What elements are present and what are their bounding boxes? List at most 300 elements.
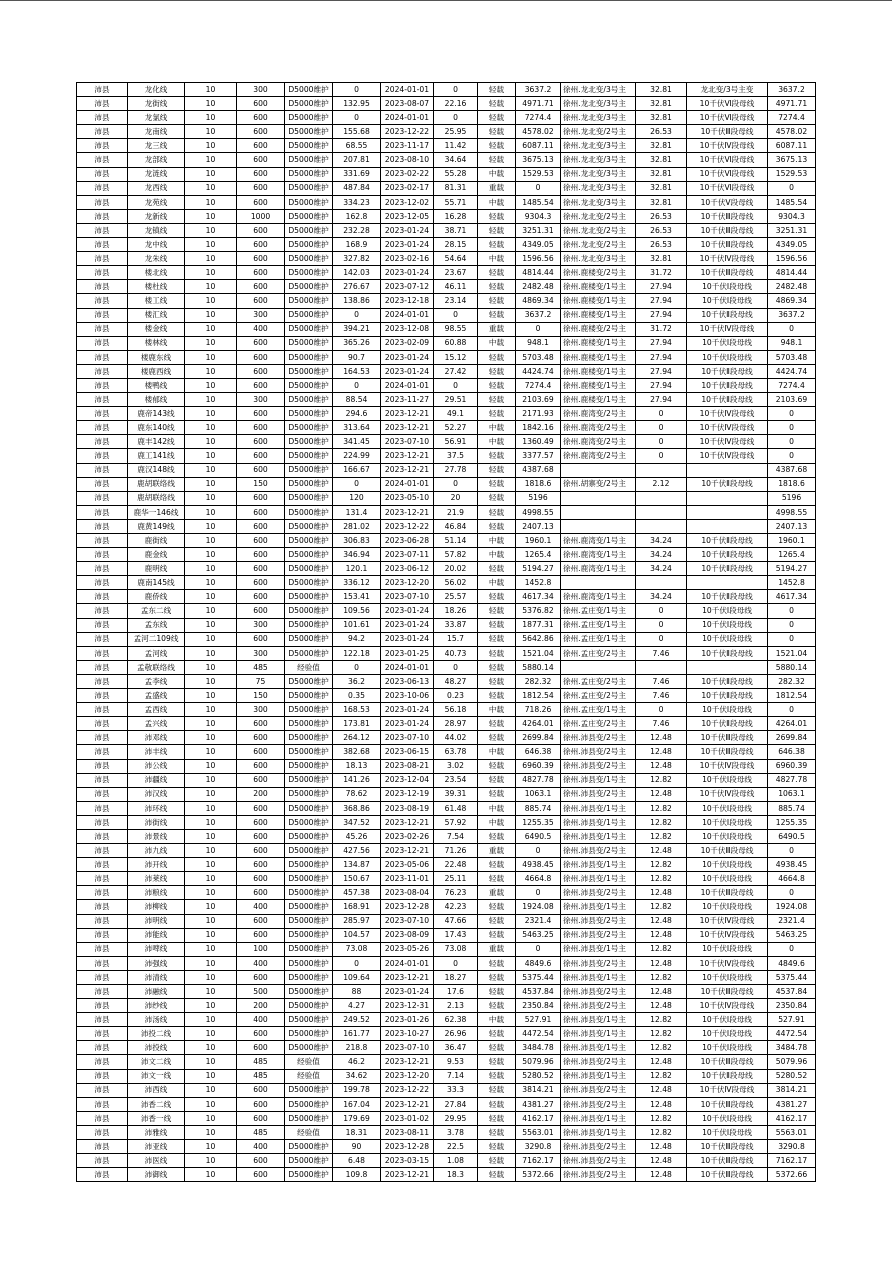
load-level-cell: 轻载 xyxy=(478,1111,516,1125)
spare-capacity-cell: 0 xyxy=(516,181,561,195)
available-capacity-cell: 1063.1 xyxy=(768,787,816,801)
load-rate-cell: 49.1 xyxy=(434,407,478,421)
transformer-load-rate-cell xyxy=(636,519,687,533)
current-load-cell: 88.54 xyxy=(333,393,381,407)
available-capacity-cell: 2103.69 xyxy=(768,393,816,407)
transformer-load-rate-cell: 31.72 xyxy=(636,322,687,336)
transformer-load-rate-cell: 12.48 xyxy=(636,886,687,900)
line-name-cell: 沛环线 xyxy=(128,801,185,815)
current-load-cell: 179.69 xyxy=(333,1111,381,1125)
voltage-cell: 10 xyxy=(185,491,237,505)
load-level-cell: 轻载 xyxy=(478,773,516,787)
voltage-cell: 10 xyxy=(185,223,237,237)
transformer-load-rate-cell: 32.81 xyxy=(636,167,687,181)
spare-capacity-cell: 885.74 xyxy=(516,801,561,815)
county-cell: 沛县 xyxy=(77,195,128,209)
load-rate-cell: 11.42 xyxy=(434,139,478,153)
table-body xyxy=(77,83,816,1182)
substation-transformer-cell: 徐州.沛县变/2号主 xyxy=(561,844,636,858)
line-name-cell: 鹿汉148线 xyxy=(128,463,185,477)
spare-capacity-cell: 5372.66 xyxy=(516,1168,561,1182)
data-source-cell: 经验值 xyxy=(285,1125,333,1139)
rated-capacity-cell: 600 xyxy=(237,534,285,548)
available-capacity-cell: 2350.84 xyxy=(768,999,816,1013)
current-load-cell: 4.27 xyxy=(333,999,381,1013)
county-cell: 沛县 xyxy=(77,815,128,829)
county-cell: 沛县 xyxy=(77,167,128,181)
substation-transformer-cell: 徐州.沛县变/1号主 xyxy=(561,773,636,787)
spare-capacity-cell: 1360.49 xyxy=(516,435,561,449)
rated-capacity-cell: 600 xyxy=(237,97,285,111)
record-date-cell: 2024-01-01 xyxy=(381,477,434,491)
bus-section-cell: 10千伏Ⅳ段母线 xyxy=(687,421,768,435)
bus-section-cell: 10千伏Ⅵ段母线 xyxy=(687,167,768,181)
county-cell: 沛县 xyxy=(77,252,128,266)
data-source-cell: D5000维护 xyxy=(285,548,333,562)
table-row xyxy=(77,928,816,942)
spare-capacity-cell: 5376.82 xyxy=(516,604,561,618)
available-capacity-cell: 0 xyxy=(768,322,816,336)
load-rate-cell: 55.71 xyxy=(434,195,478,209)
record-date-cell: 2024-01-01 xyxy=(381,660,434,674)
rated-capacity-cell: 600 xyxy=(237,336,285,350)
rated-capacity-cell: 600 xyxy=(237,548,285,562)
load-rate-cell: 61.48 xyxy=(434,801,478,815)
record-date-cell: 2023-06-28 xyxy=(381,534,434,548)
county-cell: 沛县 xyxy=(77,632,128,646)
rated-capacity-cell: 1000 xyxy=(237,209,285,223)
table-row xyxy=(77,364,816,378)
rated-capacity-cell: 200 xyxy=(237,999,285,1013)
bus-section-cell: 10千伏Ⅰ段母线 xyxy=(687,1013,768,1027)
table-row xyxy=(77,1027,816,1041)
record-date-cell: 2023-12-22 xyxy=(381,1083,434,1097)
data-source-cell: D5000维护 xyxy=(285,97,333,111)
line-name-cell: 楼金线 xyxy=(128,322,185,336)
substation-transformer-cell: 徐州.孟庄变/2号主 xyxy=(561,646,636,660)
data-source-cell: D5000维护 xyxy=(285,534,333,548)
table-row xyxy=(77,534,816,548)
rated-capacity-cell: 600 xyxy=(237,153,285,167)
line-name-cell: 孟李线 xyxy=(128,674,185,688)
rated-capacity-cell: 600 xyxy=(237,1097,285,1111)
load-rate-cell: 28.97 xyxy=(434,717,478,731)
data-source-cell: D5000维护 xyxy=(285,801,333,815)
county-cell: 沛县 xyxy=(77,942,128,956)
substation-transformer-cell: 徐州.鹿楼变/2号主 xyxy=(561,322,636,336)
transformer-load-rate-cell: 12.48 xyxy=(636,844,687,858)
spare-capacity-cell: 1485.54 xyxy=(516,195,561,209)
table-row xyxy=(77,858,816,872)
rated-capacity-cell: 600 xyxy=(237,266,285,280)
rated-capacity-cell: 150 xyxy=(237,689,285,703)
available-capacity-cell: 7274.4 xyxy=(768,111,816,125)
transformer-load-rate-cell: 32.81 xyxy=(636,252,687,266)
load-rate-cell: 21.9 xyxy=(434,505,478,519)
rated-capacity-cell: 600 xyxy=(237,463,285,477)
data-source-cell: D5000维护 xyxy=(285,1041,333,1055)
county-cell: 沛县 xyxy=(77,125,128,139)
county-cell: 沛县 xyxy=(77,350,128,364)
county-cell: 沛县 xyxy=(77,322,128,336)
record-date-cell: 2023-12-02 xyxy=(381,195,434,209)
county-cell: 沛县 xyxy=(77,83,128,97)
load-level-cell: 轻载 xyxy=(478,1168,516,1182)
record-date-cell: 2023-12-20 xyxy=(381,576,434,590)
load-rate-cell: 27.42 xyxy=(434,364,478,378)
load-level-cell: 轻载 xyxy=(478,562,516,576)
voltage-cell: 10 xyxy=(185,689,237,703)
table-row xyxy=(77,1083,816,1097)
data-source-cell: D5000维护 xyxy=(285,844,333,858)
spare-capacity-cell: 4971.71 xyxy=(516,97,561,111)
spare-capacity-cell: 527.91 xyxy=(516,1013,561,1027)
rated-capacity-cell: 600 xyxy=(237,759,285,773)
available-capacity-cell: 0 xyxy=(768,942,816,956)
load-rate-cell: 9.53 xyxy=(434,1055,478,1069)
substation-transformer-cell: 徐州.沛县变/2号主 xyxy=(561,1097,636,1111)
spare-capacity-cell: 5642.86 xyxy=(516,632,561,646)
load-level-cell: 中载 xyxy=(478,1013,516,1027)
transformer-load-rate-cell: 12.82 xyxy=(636,1041,687,1055)
current-load-cell: 167.04 xyxy=(333,1097,381,1111)
voltage-cell: 10 xyxy=(185,463,237,477)
available-capacity-cell: 282.32 xyxy=(768,674,816,688)
voltage-cell: 10 xyxy=(185,829,237,843)
substation-transformer-cell: 徐州.龙北变/3号主 xyxy=(561,83,636,97)
spare-capacity-cell: 3814.21 xyxy=(516,1083,561,1097)
current-load-cell: 68.55 xyxy=(333,139,381,153)
current-load-cell: 18.13 xyxy=(333,759,381,773)
voltage-cell: 10 xyxy=(185,590,237,604)
bus-section-cell: 10千伏Ⅱ段母线 xyxy=(687,590,768,604)
available-capacity-cell: 4938.45 xyxy=(768,858,816,872)
county-cell: 沛县 xyxy=(77,1013,128,1027)
load-rate-cell: 0 xyxy=(434,111,478,125)
bus-section-cell: 10千伏Ⅲ段母线 xyxy=(687,266,768,280)
rated-capacity-cell: 600 xyxy=(237,519,285,533)
load-level-cell: 轻载 xyxy=(478,153,516,167)
data-source-cell: D5000维护 xyxy=(285,759,333,773)
current-load-cell: 276.67 xyxy=(333,280,381,294)
county-cell: 沛县 xyxy=(77,1041,128,1055)
available-capacity-cell: 1924.08 xyxy=(768,900,816,914)
spare-capacity-cell: 4381.27 xyxy=(516,1097,561,1111)
record-date-cell: 2023-07-11 xyxy=(381,548,434,562)
data-source-cell: D5000维护 xyxy=(285,689,333,703)
record-date-cell: 2023-12-28 xyxy=(381,900,434,914)
table-row xyxy=(77,153,816,167)
transformer-load-rate-cell: 12.82 xyxy=(636,1111,687,1125)
table-row xyxy=(77,801,816,815)
spare-capacity-cell: 5375.44 xyxy=(516,970,561,984)
voltage-cell: 10 xyxy=(185,731,237,745)
load-rate-cell: 37.5 xyxy=(434,449,478,463)
bus-section-cell: 10千伏Ⅰ段母线 xyxy=(687,294,768,308)
substation-transformer-cell: 徐州.沛县变/1号主 xyxy=(561,858,636,872)
line-name-cell: 沛莱线 xyxy=(128,872,185,886)
available-capacity-cell: 5703.48 xyxy=(768,350,816,364)
county-cell: 沛县 xyxy=(77,773,128,787)
bus-section-cell: 10千伏Ⅳ段母线 xyxy=(687,956,768,970)
load-rate-cell: 15.12 xyxy=(434,350,478,364)
data-source-cell: D5000维护 xyxy=(285,153,333,167)
record-date-cell: 2024-01-01 xyxy=(381,308,434,322)
spare-capacity-cell: 2482.48 xyxy=(516,280,561,294)
current-load-cell: 207.81 xyxy=(333,153,381,167)
record-date-cell: 2023-01-24 xyxy=(381,364,434,378)
transformer-load-rate-cell: 26.53 xyxy=(636,125,687,139)
spare-capacity-cell: 6087.11 xyxy=(516,139,561,153)
bus-section-cell: 10千伏Ⅰ段母线 xyxy=(687,703,768,717)
load-level-cell: 中载 xyxy=(478,421,516,435)
voltage-cell: 10 xyxy=(185,970,237,984)
voltage-cell: 10 xyxy=(185,717,237,731)
spare-capacity-cell: 4869.34 xyxy=(516,294,561,308)
spare-capacity-cell: 4162.17 xyxy=(516,1111,561,1125)
transformer-load-rate-cell: 0 xyxy=(636,618,687,632)
load-level-cell: 轻载 xyxy=(478,1055,516,1069)
transformer-load-rate-cell: 12.82 xyxy=(636,1013,687,1027)
voltage-cell: 10 xyxy=(185,914,237,928)
bus-section-cell xyxy=(687,463,768,477)
load-level-cell: 中载 xyxy=(478,548,516,562)
voltage-cell: 10 xyxy=(185,421,237,435)
county-cell: 沛县 xyxy=(77,562,128,576)
bus-section-cell: 10千伏Ⅰ段母线 xyxy=(687,336,768,350)
transformer-load-rate-cell xyxy=(636,491,687,505)
record-date-cell: 2023-10-27 xyxy=(381,1027,434,1041)
county-cell: 沛县 xyxy=(77,717,128,731)
load-level-cell: 轻载 xyxy=(478,393,516,407)
voltage-cell: 10 xyxy=(185,350,237,364)
spare-capacity-cell: 1063.1 xyxy=(516,787,561,801)
transformer-load-rate-cell: 12.48 xyxy=(636,759,687,773)
voltage-cell: 10 xyxy=(185,209,237,223)
record-date-cell: 2023-12-21 xyxy=(381,815,434,829)
transformer-load-rate-cell: 12.48 xyxy=(636,999,687,1013)
voltage-cell: 10 xyxy=(185,745,237,759)
record-date-cell: 2023-12-21 xyxy=(381,970,434,984)
current-load-cell: 331.69 xyxy=(333,167,381,181)
record-date-cell: 2023-02-16 xyxy=(381,252,434,266)
county-cell: 沛县 xyxy=(77,1055,128,1069)
record-date-cell: 2023-08-19 xyxy=(381,801,434,815)
line-name-cell: 孟敬联络线 xyxy=(128,660,185,674)
county-cell: 沛县 xyxy=(77,604,128,618)
spare-capacity-cell: 948.1 xyxy=(516,336,561,350)
voltage-cell: 10 xyxy=(185,1111,237,1125)
line-name-cell: 沛香二线 xyxy=(128,1097,185,1111)
transformer-load-rate-cell xyxy=(636,505,687,519)
load-rate-cell: 63.78 xyxy=(434,745,478,759)
current-load-cell: 155.68 xyxy=(333,125,381,139)
load-level-cell: 中载 xyxy=(478,576,516,590)
bus-section-cell: 10千伏Ⅰ段母线 xyxy=(687,801,768,815)
available-capacity-cell: 1960.1 xyxy=(768,534,816,548)
substation-transformer-cell: 徐州.沛县变/2号主 xyxy=(561,886,636,900)
line-name-cell: 沛医线 xyxy=(128,1154,185,1168)
line-name-cell: 鹿东140线 xyxy=(128,421,185,435)
spare-capacity-cell: 1521.04 xyxy=(516,646,561,660)
table-row xyxy=(77,844,816,858)
bus-section-cell: 10千伏Ⅳ段母线 xyxy=(687,1083,768,1097)
load-rate-cell: 2.13 xyxy=(434,999,478,1013)
spare-capacity-cell: 1877.31 xyxy=(516,618,561,632)
table-row xyxy=(77,886,816,900)
load-rate-cell: 25.57 xyxy=(434,590,478,604)
load-rate-cell: 56.18 xyxy=(434,703,478,717)
available-capacity-cell: 4472.54 xyxy=(768,1027,816,1041)
bus-section-cell: 10千伏Ⅲ段母线 xyxy=(687,731,768,745)
substation-transformer-cell: 徐州.龙北变/3号主 xyxy=(561,195,636,209)
data-source-cell: D5000维护 xyxy=(285,674,333,688)
spare-capacity-cell: 2321.4 xyxy=(516,914,561,928)
line-name-cell: 鹿胡联络线 xyxy=(128,477,185,491)
load-level-cell: 轻载 xyxy=(478,646,516,660)
substation-transformer-cell: 徐州.孟庄变/2号主 xyxy=(561,689,636,703)
data-source-cell: D5000维护 xyxy=(285,449,333,463)
available-capacity-cell: 2321.4 xyxy=(768,914,816,928)
current-load-cell: 427.56 xyxy=(333,844,381,858)
table-row xyxy=(77,731,816,745)
voltage-cell: 10 xyxy=(185,505,237,519)
county-cell: 沛县 xyxy=(77,1125,128,1139)
rated-capacity-cell: 600 xyxy=(237,435,285,449)
load-rate-cell: 71.26 xyxy=(434,844,478,858)
data-source-cell: D5000维护 xyxy=(285,886,333,900)
record-date-cell: 2023-01-24 xyxy=(381,632,434,646)
data-source-cell: D5000维护 xyxy=(285,999,333,1013)
line-name-cell: 沛明线 xyxy=(128,914,185,928)
table-row xyxy=(77,195,816,209)
substation-transformer-cell: 徐州.龙北变/3号主 xyxy=(561,153,636,167)
county-cell: 沛县 xyxy=(77,505,128,519)
current-load-cell: 334.23 xyxy=(333,195,381,209)
current-load-cell: 94.2 xyxy=(333,632,381,646)
table-row xyxy=(77,167,816,181)
rated-capacity-cell: 200 xyxy=(237,787,285,801)
line-name-cell: 龙中线 xyxy=(128,238,185,252)
spare-capacity-cell: 0 xyxy=(516,322,561,336)
table-row xyxy=(77,872,816,886)
record-date-cell: 2023-01-26 xyxy=(381,1013,434,1027)
transformer-load-rate-cell: 12.82 xyxy=(636,872,687,886)
transformer-load-rate-cell: 12.82 xyxy=(636,900,687,914)
spare-capacity-cell: 1960.1 xyxy=(516,534,561,548)
substation-transformer-cell: 徐州.鹿楼变/1号主 xyxy=(561,364,636,378)
county-cell: 沛县 xyxy=(77,1140,128,1154)
spare-capacity-cell: 1842.16 xyxy=(516,421,561,435)
bus-section-cell: 10千伏Ⅲ段母线 xyxy=(687,886,768,900)
load-rate-cell: 7.54 xyxy=(434,829,478,843)
county-cell: 沛县 xyxy=(77,519,128,533)
available-capacity-cell: 5375.44 xyxy=(768,970,816,984)
load-rate-cell: 25.95 xyxy=(434,125,478,139)
voltage-cell: 10 xyxy=(185,942,237,956)
current-load-cell: 46.2 xyxy=(333,1055,381,1069)
bus-section-cell: 10千伏Ⅱ段母线 xyxy=(687,378,768,392)
voltage-cell: 10 xyxy=(185,336,237,350)
substation-transformer-cell: 徐州.鹿湾变/2号主 xyxy=(561,435,636,449)
voltage-cell: 10 xyxy=(185,153,237,167)
data-source-cell: D5000维护 xyxy=(285,477,333,491)
voltage-cell: 10 xyxy=(185,1140,237,1154)
table-row xyxy=(77,266,816,280)
record-date-cell: 2023-07-12 xyxy=(381,280,434,294)
spare-capacity-cell: 1529.53 xyxy=(516,167,561,181)
county-cell: 沛县 xyxy=(77,223,128,237)
voltage-cell: 10 xyxy=(185,308,237,322)
table-row xyxy=(77,308,816,322)
available-capacity-cell: 885.74 xyxy=(768,801,816,815)
record-date-cell: 2023-12-22 xyxy=(381,519,434,533)
spare-capacity-cell: 4664.8 xyxy=(516,872,561,886)
transformer-load-rate-cell: 34.24 xyxy=(636,548,687,562)
current-load-cell: 264.12 xyxy=(333,731,381,745)
available-capacity-cell: 3637.2 xyxy=(768,308,816,322)
substation-transformer-cell: 徐州.沛县变/1号主 xyxy=(561,815,636,829)
load-level-cell: 重载 xyxy=(478,942,516,956)
spare-capacity-cell: 5880.14 xyxy=(516,660,561,674)
county-cell: 沛县 xyxy=(77,153,128,167)
line-name-cell: 鹿工141线 xyxy=(128,449,185,463)
load-rate-cell: 98.55 xyxy=(434,322,478,336)
spare-capacity-cell: 3484.78 xyxy=(516,1041,561,1055)
bus-section-cell: 10千伏Ⅰ段母线 xyxy=(687,829,768,843)
transformer-load-rate-cell: 12.48 xyxy=(636,914,687,928)
bus-section-cell: 10千伏Ⅰ段母线 xyxy=(687,942,768,956)
voltage-cell: 10 xyxy=(185,660,237,674)
bus-section-cell: 10千伏Ⅲ段母线 xyxy=(687,745,768,759)
bus-section-cell: 10千伏Ⅰ段母线 xyxy=(687,970,768,984)
line-name-cell: 龙南线 xyxy=(128,125,185,139)
line-name-cell: 孟河二109线 xyxy=(128,632,185,646)
substation-transformer-cell: 徐州.沛县变/2号主 xyxy=(561,914,636,928)
record-date-cell: 2023-05-06 xyxy=(381,858,434,872)
load-level-cell: 轻载 xyxy=(478,266,516,280)
current-load-cell: 162.8 xyxy=(333,209,381,223)
transformer-load-rate-cell: 12.48 xyxy=(636,928,687,942)
voltage-cell: 10 xyxy=(185,900,237,914)
load-rate-cell: 33.87 xyxy=(434,618,478,632)
table-row xyxy=(77,632,816,646)
substation-transformer-cell: 徐州.沛县变/2号主 xyxy=(561,1154,636,1168)
load-level-cell: 轻载 xyxy=(478,294,516,308)
data-source-cell: D5000维护 xyxy=(285,223,333,237)
record-date-cell: 2023-12-21 xyxy=(381,1055,434,1069)
table-row xyxy=(77,463,816,477)
bus-section-cell: 10千伏Ⅱ段母线 xyxy=(687,674,768,688)
voltage-cell: 10 xyxy=(185,280,237,294)
transformer-load-rate-cell: 7.46 xyxy=(636,717,687,731)
spare-capacity-cell: 6490.5 xyxy=(516,829,561,843)
transformer-load-rate-cell: 12.48 xyxy=(636,1168,687,1182)
county-cell: 沛县 xyxy=(77,660,128,674)
data-source-cell: D5000维护 xyxy=(285,1097,333,1111)
available-capacity-cell: 7274.4 xyxy=(768,378,816,392)
table-row xyxy=(77,1154,816,1168)
county-cell: 沛县 xyxy=(77,1168,128,1182)
line-name-cell: 楼鹿东线 xyxy=(128,350,185,364)
bus-section-cell: 10千伏Ⅳ段母线 xyxy=(687,322,768,336)
substation-transformer-cell xyxy=(561,519,636,533)
transformer-load-rate-cell: 12.82 xyxy=(636,773,687,787)
data-source-cell: D5000维护 xyxy=(285,195,333,209)
record-date-cell: 2023-01-02 xyxy=(381,1111,434,1125)
rated-capacity-cell: 600 xyxy=(237,801,285,815)
available-capacity-cell: 0 xyxy=(768,435,816,449)
